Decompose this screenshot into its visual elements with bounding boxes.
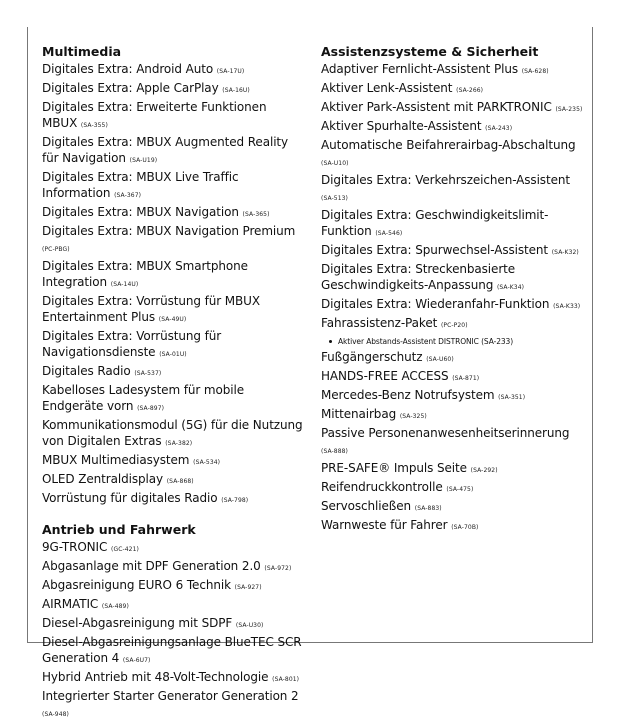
list-item: Vorrüstung für digitales Radio (SA-798) bbox=[42, 491, 249, 505]
list-item: Fußgängerschutz (SA-U60) bbox=[321, 350, 454, 364]
list-item: AIRMATIC (SA-489) bbox=[42, 597, 129, 611]
list-item: Digitales Extra: MBUX Navigation Premium (PC-PBG) bbox=[42, 224, 296, 253]
list-item: PRE-SAFE® Impuls Seite (SA-292) bbox=[321, 461, 498, 475]
list-item: Digitales Radio (SA-537) bbox=[42, 364, 162, 378]
list-item: Digitales Extra: Vorrüstung für MBUX Entertainment Plus (SA-49U) bbox=[42, 294, 260, 324]
list-item: Aktiver Lenk-Assistent (SA-266) bbox=[321, 81, 484, 95]
list-item: Warnweste für Fahrer (SA-70B) bbox=[321, 518, 479, 532]
list-multimedia bbox=[42, 61, 304, 509]
list-item: Kabelloses Ladesystem für mobile Endgeräte vorn (SA-897) bbox=[42, 383, 245, 413]
section-title-antrieb: Antrieb und Fahrwerk bbox=[42, 522, 196, 537]
list-item: Digitales Extra: Spurwechsel-Assistent (SA-K32) bbox=[321, 243, 579, 257]
list-item: Passive Personenanwesenheitserinnerung (SA-888) bbox=[321, 426, 570, 455]
section-title-assistenz: Assistenzsysteme & Sicherheit bbox=[321, 44, 539, 59]
list-item: Digitales Extra: Vorrüstung für Navigationsdienste (SA-01U) bbox=[42, 329, 222, 359]
list-item: Aktiver Park-Assistent mit PARKTRONIC (SA-235) bbox=[321, 100, 583, 114]
list-item: Diesel-Abgasreinigung mit SDPF (SA-U30) bbox=[42, 616, 264, 630]
list-item: OLED Zentraldisplay (SA-868) bbox=[42, 472, 194, 486]
list-item: Mittenairbag (SA-325) bbox=[321, 407, 427, 421]
list-item: Digitales Extra: Geschwindigkeitslimit-Funktion (SA-546) bbox=[321, 208, 549, 238]
list-item: Digitales Extra: Apple CarPlay (SA-16U) bbox=[42, 81, 250, 95]
right-column bbox=[321, 44, 587, 536]
list-item: Fahrassistenz-Paket (PC-P20) bbox=[321, 316, 468, 330]
list-item: Aktiver Spurhalte-Assistent (SA-243) bbox=[321, 119, 513, 133]
list-item: Hybrid Antrieb mit 48-Volt-Technologie (SA-801) bbox=[42, 670, 300, 684]
list-item: Digitales Extra: Wiederanfahr-Funktion (SA-K33) bbox=[321, 297, 581, 311]
list-item: Digitales Extra: Streckenbasierte Geschwindigkeits-Anpassung (SA-K34) bbox=[321, 262, 525, 292]
list-item: 9G-TRONIC (GC-421) bbox=[42, 540, 139, 554]
list-item: Abgasanlage mit DPF Generation 2.0 (SA-972) bbox=[42, 559, 292, 573]
list-item: Digitales Extra: MBUX Live Traffic Information (SA-367) bbox=[42, 170, 239, 200]
list-assistenz bbox=[321, 61, 587, 536]
list-item: Kommunikationsmodul (5G) für die Nutzung von Digitalen Extras (SA-382) bbox=[42, 418, 303, 448]
list-item: Integrierter Starter Generator Generation 2 (SA-948) bbox=[42, 689, 299, 718]
list-item: Digitales Extra: Android Auto (SA-17U) bbox=[42, 62, 245, 76]
list-item: HANDS-FREE ACCESS (SA-871) bbox=[321, 369, 480, 383]
section-title-multimedia: Multimedia bbox=[42, 44, 122, 59]
list-item: Digitales Extra: MBUX Smartphone Integration (SA-14U) bbox=[42, 259, 248, 289]
list-item: Digitales Extra: MBUX Augmented Reality für Navigation (SA-U19) bbox=[42, 135, 289, 165]
list-item: Digitales Extra: Verkehrszeichen-Assistent (SA-513) bbox=[321, 173, 570, 202]
list-item: Automatische Beifahrerairbag-Abschaltung (SA-U10) bbox=[321, 138, 576, 167]
list-item: Abgasreinigung EURO 6 Technik (SA-927) bbox=[42, 578, 262, 592]
list-antrieb bbox=[42, 539, 304, 723]
bullet-icon bbox=[329, 340, 332, 343]
list-item: Mercedes-Benz Notrufsystem (SA-351) bbox=[321, 388, 526, 402]
left-column bbox=[42, 44, 304, 723]
list-item: Digitales Extra: Erweiterte Funktionen MBUX (SA-355) bbox=[42, 100, 267, 130]
list-subitem: Aktiver Abstands-Assistent DISTRONIC (SA-233) bbox=[321, 334, 587, 349]
list-item: Diesel-Abgasreinigungsanlage BlueTEC SCR Generation 4 (SA-6U7) bbox=[42, 635, 302, 665]
list-item: Servoschließen (SA-883) bbox=[321, 499, 442, 513]
list-item: Reifendruckkontrolle (SA-475) bbox=[321, 480, 474, 494]
list-item: Adaptiver Fernlicht-Assistent Plus (SA-628) bbox=[321, 62, 549, 76]
list-item: Digitales Extra: MBUX Navigation (SA-365) bbox=[42, 205, 270, 219]
list-item: MBUX Multimediasystem (SA-534) bbox=[42, 453, 221, 467]
